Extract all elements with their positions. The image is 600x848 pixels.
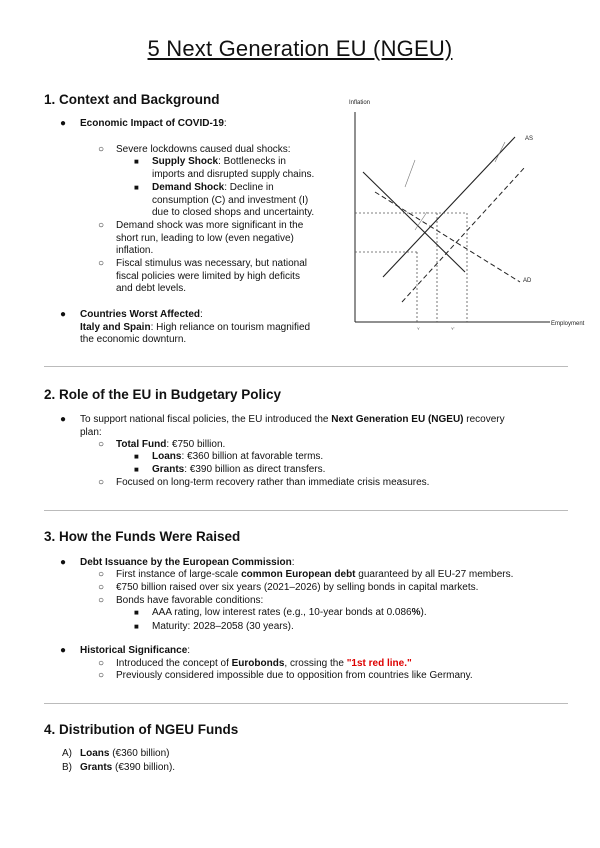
list-marker: A) <box>62 748 72 759</box>
list-item: Fiscal stimulus was necessary, but national fiscal policies were limited by high deficits and debt levels. <box>116 258 308 294</box>
list-item: Economic Impact of COVID-19: <box>80 118 227 129</box>
y-axis-label: Inflation <box>349 100 371 106</box>
as-label: AS <box>525 136 534 142</box>
list-item: Severe lockdowns caused dual shocks: <box>116 144 291 155</box>
as-ad-graph <box>345 92 590 342</box>
list-item: Supply Shock: Bottlenecks in imports and disrupted supply chains. <box>152 156 315 180</box>
list-item: Grants: €390 billion as direct transfers. <box>152 464 326 475</box>
shift-arrow <box>415 212 427 230</box>
bullet: ○ <box>98 569 105 580</box>
list-item: To support national fiscal policies, the EU introduced the Next Generation EU (NGEU) recovery plan: <box>80 414 505 438</box>
list-item: Loans: €360 billion at favorable terms. <box>152 451 324 462</box>
bullet: ■ <box>134 608 139 617</box>
shift-arrow <box>495 142 505 162</box>
bullet: ○ <box>98 220 105 231</box>
bullet: ○ <box>98 658 105 669</box>
bullet: ○ <box>98 439 105 450</box>
bullet: ● <box>60 118 67 129</box>
bullet: ■ <box>134 183 139 192</box>
tick-label: Y <box>417 326 420 331</box>
bullet: ○ <box>98 670 105 681</box>
list-item: Historical Significance: <box>80 645 191 656</box>
list-item: Bonds have favorable conditions: <box>116 595 264 606</box>
list-item: €750 billion raised over six years (2021–2026) by selling bonds in capital markets. <box>116 582 479 593</box>
list-item: AAA rating, low interest rates (e.g., 10-year bonds at 0.086%). <box>152 607 427 618</box>
bullet: ● <box>60 309 67 320</box>
ad-shifted-curve <box>375 192 520 282</box>
divider <box>44 510 568 511</box>
bullet: ■ <box>134 622 139 631</box>
list-item: Maturity: 2028–2058 (30 years). <box>152 621 294 632</box>
bullet: ■ <box>134 157 139 166</box>
shift-arrow <box>405 160 415 187</box>
list-item: Introduced the concept of Eurobonds, crossing the "1st red line." <box>116 658 412 669</box>
section-4-heading: 4. Distribution of NGEU Funds <box>44 722 239 737</box>
ad-label: AD <box>523 278 532 284</box>
bullet: ○ <box>98 582 105 593</box>
bullet: ○ <box>98 258 105 269</box>
section-2-heading: 2. Role of the EU in Budgetary Policy <box>44 387 282 402</box>
bullet: ○ <box>98 595 105 606</box>
bullet: ○ <box>98 477 105 488</box>
list-item: First instance of large-scale common European debt guaranteed by all EU-27 members. <box>116 569 514 580</box>
x-axis-label: Employment <box>551 321 585 327</box>
bullet: ● <box>60 414 67 425</box>
list-marker: B) <box>62 762 72 773</box>
list-item: Previously considered impossible due to opposition from countries like Germany. <box>116 670 473 681</box>
item-label: Economic Impact of COVID-19 <box>80 118 224 129</box>
divider <box>44 703 568 704</box>
page-title: 5 Next Generation EU (NGEU) <box>147 36 453 61</box>
bullet: ■ <box>134 465 139 474</box>
section-3-heading: 3. How the Funds Were Raised <box>44 529 241 544</box>
list-item: Debt Issuance by the European Commission: <box>80 557 295 568</box>
as-shifted-curve <box>402 167 525 302</box>
list-item: Countries Worst Affected: Italy and Spain: High reliance on tourism magnified the economic downturn. <box>80 309 311 345</box>
bullet: ● <box>60 557 67 568</box>
divider <box>44 366 568 367</box>
tick-label: Y′ <box>451 326 455 331</box>
list-item: Demand shock was more significant in the short run, leading to low (even negative) inflation. <box>116 220 304 256</box>
bullet: ○ <box>98 144 105 155</box>
bullet: ■ <box>134 452 139 461</box>
list-item: Grants (€390 billion). <box>80 762 176 773</box>
ad-curve <box>363 172 465 272</box>
section-1-heading: 1. Context and Background <box>44 92 220 107</box>
list-item: Demand Shock: Decline in consumption (C) and investment (I) due to closed shops and uncertainty. <box>152 182 315 218</box>
bullet: ● <box>60 645 67 656</box>
list-item: Loans (€360 billion) <box>80 748 170 759</box>
list-item: Total Fund: €750 billion. <box>116 439 226 450</box>
list-item: Focused on long-term recovery rather than immediate crisis measures. <box>116 477 430 488</box>
